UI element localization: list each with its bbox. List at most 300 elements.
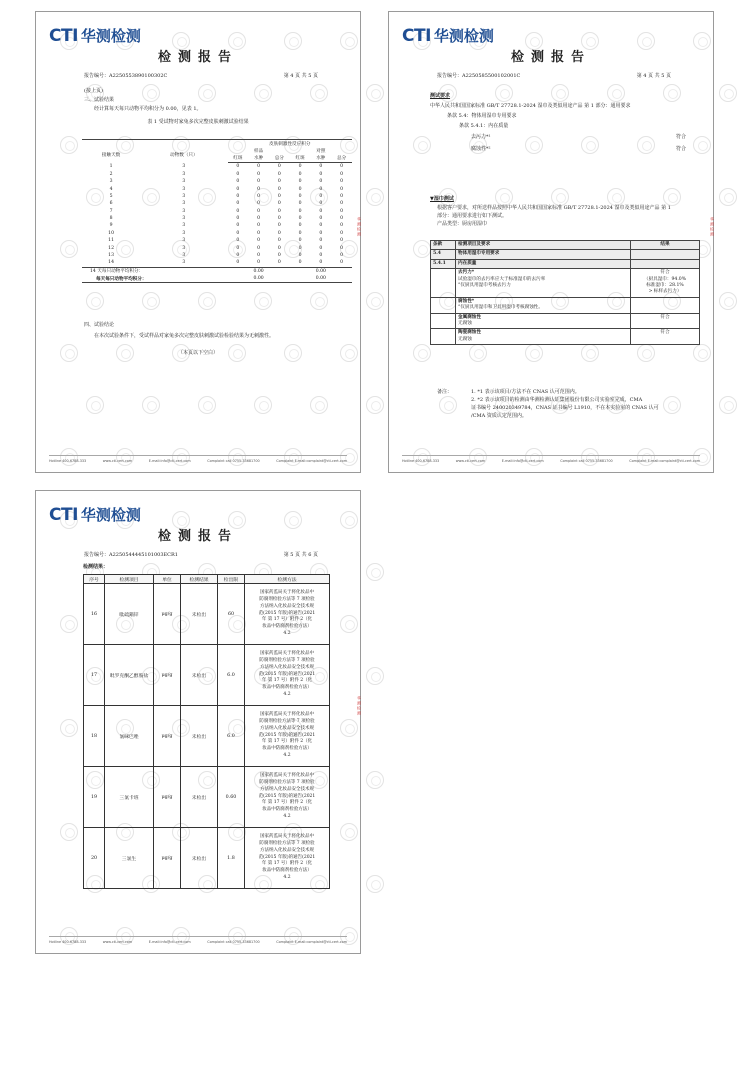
table-cell: 0 [277, 260, 281, 266]
table-cell: 0 [277, 253, 281, 259]
cell-unit: μg/g [154, 645, 181, 706]
col-limit: 检出限 [218, 575, 245, 584]
table-cell: 0 [236, 186, 240, 192]
table-cell: 5 [109, 193, 113, 199]
report-number: 报告编号：A2250544445101003ECR1 [84, 552, 178, 558]
table-cell: 0 [340, 223, 344, 229]
col-sample: 样品 [254, 149, 264, 155]
cell-limit: 60 [218, 584, 245, 645]
avg-control: 0.00 [290, 275, 352, 283]
watermark-seal-icon [366, 396, 384, 414]
method-line: 范(2015 年版)的通告(2021 [258, 732, 316, 738]
watermark-seal-icon [340, 823, 358, 841]
results-label: 检测结果： [83, 564, 109, 570]
watermark-seal-icon [366, 563, 384, 581]
watermark-seal-icon [719, 188, 737, 206]
cell-method [245, 645, 330, 706]
cell-item: 吡罗克酮乙醇胺盐 [105, 645, 154, 706]
watermark-seal-icon [254, 84, 272, 102]
table-row [82, 259, 352, 267]
table-cell: 0 [277, 164, 281, 170]
method-line: 妆品中防腐剂检验方法） [262, 746, 312, 752]
table-cell: 3 [182, 201, 186, 207]
table-cell: 0 [277, 223, 281, 229]
cti-logo [49, 504, 141, 525]
cell-unit: μg/g [154, 706, 181, 767]
cell-result: 未检出 [181, 584, 218, 645]
table-cell: 0 [298, 245, 302, 251]
table-cell: 0 [257, 201, 261, 207]
table-cell: 0 [277, 186, 281, 192]
table-caption: 表 1 受试物对家兔多次完整皮肤刺激试验结果 [147, 119, 249, 125]
table-cell: 14 [108, 260, 115, 266]
table-cell: 0 [298, 171, 302, 177]
item-text: 物体用湿巾专用要求 [456, 250, 631, 259]
watermark-seal-icon [310, 292, 328, 310]
col-total: 总分 [269, 155, 290, 163]
watermark-seal-icon [198, 84, 216, 102]
table-cell: 0 [257, 253, 261, 259]
table-cell: 3 [182, 223, 186, 229]
table-cell: 0 [298, 260, 302, 266]
footer-complaint-email: Complaint E-mail:complaint@cti-cert.com [276, 459, 347, 463]
requirement-a-result: 符合 [676, 134, 687, 140]
table-cell: 3 [182, 208, 186, 214]
cell-unit: μg/g [154, 767, 181, 828]
method-line: 4.2 [283, 813, 291, 819]
table-cell: 0 [319, 238, 323, 244]
table-row [82, 193, 352, 200]
table-cell: 0 [277, 238, 281, 244]
method-line: 国家药监局关于将化妆品中 [260, 651, 314, 657]
table-row [82, 171, 352, 178]
footer-web: www.cti-cert.com [455, 459, 486, 463]
method-text: 根据客户要求，对所送样品按照中华人民共和国国家标准 GB/T 27728.1-2024 湿巾及类似用途产品 第 1 [437, 205, 671, 211]
standard-line: 中华人民共和国国家标准 GB/T 27728.1-2024 湿巾及类似用途产品 第 1 部分：通用要求 [430, 103, 631, 109]
watermark-seal-icon [413, 344, 431, 362]
method-line: 妆品中防腐剂检验方法） [262, 807, 312, 813]
table-cell: 0 [319, 179, 323, 185]
page-number: 第 4 页 共 5 页 [283, 73, 318, 79]
item-name: 陶瓷腐蚀性 [458, 330, 481, 336]
footer-email: E-mail:info@cti-cert.com [501, 459, 544, 463]
item-note: °仅厨具用湿巾考核去污力 [458, 283, 511, 289]
table-row [84, 645, 330, 706]
cell-item: 氯咪巴唑 [105, 706, 154, 767]
table-cell: 11 [108, 238, 115, 244]
item-text: 无腐蚀 [458, 321, 472, 327]
page-number: 第 4 页 共 5 页 [636, 73, 671, 79]
table-cell: 0 [257, 164, 261, 170]
col-control: 对照 [316, 149, 326, 155]
side-stamp: 华测检测 [357, 696, 362, 716]
cell-item: 三氯卡班 [105, 767, 154, 828]
clause-sub: 条款 5.4.1：内在质量 [459, 123, 509, 129]
method-line: 年 第 17 号）附件 2（化 [261, 617, 313, 623]
table-row [82, 252, 352, 259]
footer-complaint: Complaint call 0755-33681700 [207, 940, 260, 944]
cell-no: 17 [84, 645, 105, 706]
col-item: 检测项目及要求 [456, 241, 631, 250]
table-cell: 0 [257, 238, 261, 244]
result-detail: 标准湿巾：28.1% [646, 283, 684, 289]
col-erythema: 红斑 [228, 155, 249, 163]
cell-no: 20 [84, 828, 105, 889]
requirement-a: 去污力*¹ [471, 134, 491, 140]
item-name: 去污力* [458, 270, 475, 276]
requirement-b-result: 符合 [676, 146, 687, 152]
result-detail: （厨具湿巾：94.0% [643, 276, 687, 282]
watermark-seal-icon [366, 188, 384, 206]
method-line: 范(2015 年版)的通告(2021 [258, 793, 316, 799]
table-cell: 0 [319, 164, 323, 170]
watermark-seal-icon [340, 615, 358, 633]
table-row [84, 706, 330, 767]
watermark-seal-icon [254, 396, 272, 414]
table-cell: 0 [257, 179, 261, 185]
table-subtitle: 皮肤刺激性反应积分 [228, 140, 353, 148]
continued-label: (接上页) [84, 88, 103, 94]
col-days: 接触天数 [101, 153, 121, 159]
sum-control: 0.00 [290, 267, 352, 275]
table-cell: 0 [319, 208, 323, 214]
result-detail: > 标样去污力） [648, 289, 682, 295]
table-cell: 0 [340, 179, 344, 185]
watermark-seal-icon [366, 771, 384, 789]
watermark-seal-icon [142, 84, 160, 102]
cell-unit: μg/g [154, 584, 181, 645]
table-cell: 3 [182, 193, 186, 199]
remark-line: 1. *1 表示该项目/方法不在 CNAS 认可范围内。 [471, 389, 580, 395]
table-cell: 6 [109, 201, 113, 207]
table-cell: 0 [277, 171, 281, 177]
watermark-seal-icon [60, 615, 78, 633]
footer-complaint: Complaint call 0755-33681700 [207, 459, 260, 463]
page-title: 检测报告 [157, 50, 238, 65]
cell-method [245, 584, 330, 645]
footer-complaint-email: Complaint E-mail:complaint@cti-cert.com [629, 459, 700, 463]
table-row [82, 237, 352, 244]
table-row [84, 767, 330, 828]
table-cell: 0 [319, 216, 323, 222]
method-line: 方法纳入化妆品安全技术规 [260, 603, 314, 609]
table-cell: 0 [257, 216, 261, 222]
footer-email: E-mail:info@cti-cert.com [148, 940, 191, 944]
irritation-table [82, 139, 352, 283]
table-cell: 0 [236, 230, 240, 236]
item-name: 金属腐蚀性 [458, 314, 481, 320]
side-stamp: 华测检测 [357, 217, 362, 237]
table-cell: 4 [109, 186, 113, 192]
logo-cn-text: 华测检测 [80, 506, 141, 524]
page-title: 检测报告 [510, 50, 591, 65]
remark-line: /CMA 资质认定范围内。 [471, 413, 527, 419]
footer-web: www.cti-cert.com [102, 459, 133, 463]
result-text: 符合 [631, 313, 700, 329]
table-cell: 0 [340, 208, 344, 214]
col-unit: 单位 [154, 575, 181, 584]
table-cell: 0 [236, 171, 240, 177]
footer-hotline: Hotline 400-6788-333 [49, 940, 87, 944]
table-cell: 3 [182, 253, 186, 259]
method-line: 年 第 17 号）附件 2（化 [261, 861, 313, 867]
table-cell: 0 [257, 208, 261, 214]
watermark-seal-icon [637, 136, 655, 154]
watermark-seal-icon [142, 396, 160, 414]
watermark-seal-icon [142, 292, 160, 310]
watermark-seal-icon [551, 84, 569, 102]
table-cell: 0 [236, 238, 240, 244]
table-row [82, 163, 352, 171]
remark-line: 2. *2 表示该项目的检测由华测检测认证集团股份有限公司实验室完成，CMA [471, 397, 643, 403]
method-line: 防腐剂检验方法等 7 项检验 [259, 780, 315, 785]
method-line: 妆品中防腐剂检验方法） [262, 685, 312, 691]
table-cell: 0 [298, 164, 302, 170]
watermark-seal-icon [719, 396, 737, 414]
method-line: 范(2015 年版)的通告(2021 [258, 610, 316, 616]
col-clause: 条款 [431, 241, 456, 250]
page-footer [49, 455, 347, 463]
cti-logo [402, 25, 494, 46]
report-number: 报告编号：A2250553890100302C [84, 73, 168, 79]
summary-text: 经计算每天每只动物平均积分为 0.00，见表 1。 [94, 106, 202, 112]
table-cell: 0 [257, 171, 261, 177]
clause-item: 条款 5.4：物体用湿巾专用要求 [447, 113, 517, 119]
table-row [84, 584, 330, 645]
table-cell: 0 [257, 186, 261, 192]
logo-cn-text: 华测检测 [433, 27, 494, 45]
watermark-seal-icon [60, 719, 78, 737]
method-line: 国家药监局关于将化妆品中 [260, 834, 314, 840]
page-number: 第 5 页 共 6 页 [283, 552, 318, 558]
footer-hotline: Hotline 400-6788-333 [49, 459, 87, 463]
method-line: 防腐剂检验方法等 7 项检验 [259, 841, 315, 846]
preservative-results-table [83, 574, 330, 889]
table-cell: 0 [319, 171, 323, 177]
table-cell: 0 [236, 223, 240, 229]
watermark-seal-icon [581, 344, 599, 362]
logo-text: CTI [49, 505, 78, 525]
table-cell: 0 [236, 179, 240, 185]
result-text: 符合 [631, 329, 700, 345]
watermark-seal-icon [525, 136, 543, 154]
footer-complaint-email: Complaint E-mail:complaint@cti-cert.com [276, 940, 347, 944]
cell-result: 未检出 [181, 706, 218, 767]
cti-logo [49, 25, 141, 46]
watermark-seal-icon [310, 84, 328, 102]
cell-item: 三氯生 [105, 828, 154, 889]
watermark-seal-icon [86, 396, 104, 414]
col-edema: 水肿 [248, 155, 269, 163]
avg-label: 每天每只动物平均积分： [82, 275, 228, 283]
page-footer [402, 455, 700, 463]
table-cell: 0 [257, 193, 261, 199]
col-no: 序号 [84, 575, 105, 584]
table-cell: 7 [109, 208, 113, 214]
method-line: 范(2015 年版)的通告(2021 [258, 854, 316, 860]
table-row [82, 208, 352, 215]
table-cell: 13 [108, 253, 115, 259]
table-cell: 0 [319, 260, 323, 266]
watermark-seal-icon [198, 396, 216, 414]
table-cell: 1 [109, 164, 113, 170]
method-line: 国家药监局关于将化妆品中 [260, 773, 314, 779]
blank-notice: （本页以下空白） [177, 350, 218, 356]
watermark-seal-icon [254, 292, 272, 310]
col-result: 检测结果 [181, 575, 218, 584]
clause-no: 5.4 [431, 250, 456, 259]
table-cell: 0 [340, 245, 344, 251]
method-line: 方法纳入化妆品安全技术规 [260, 664, 314, 670]
watermark-seal-icon [719, 292, 737, 310]
method-line: 防腐剂检验方法等 7 项检验 [259, 597, 315, 602]
item-name: 腐蚀性* [458, 298, 475, 304]
cell-limit: 6.0 [218, 706, 245, 767]
table-cell: 0 [298, 216, 302, 222]
cell-result: 未检出 [181, 828, 218, 889]
cell-no: 16 [84, 584, 105, 645]
report-meta [437, 72, 671, 79]
section-heading: 四、试验结论 [84, 322, 115, 328]
table-cell: 3 [182, 171, 186, 177]
table-cell: 0 [340, 230, 344, 236]
table-row [82, 185, 352, 192]
watermark-seal-icon [86, 292, 104, 310]
cell-method [245, 767, 330, 828]
method-line: 年 第 17 号）附件 2（化 [261, 678, 313, 684]
method-line: 国家药监局关于将化妆品中 [260, 712, 314, 718]
table-cell: 0 [277, 208, 281, 214]
method-line: 4.2 [283, 630, 291, 636]
watermark-seal-icon [366, 667, 384, 685]
table-cell: 0 [277, 193, 281, 199]
remark-line: 证书编号 240020349784，CNAS 证书编号 L1910，不在本实验室的 CNAS 认可 [471, 405, 659, 411]
watermark-seal-icon [469, 344, 487, 362]
cell-limit: 1.8 [218, 828, 245, 889]
table-cell: 0 [340, 171, 344, 177]
watermark-seal-icon [413, 136, 431, 154]
page-footer [49, 936, 347, 944]
table-cell: 0 [319, 201, 323, 207]
table-cell: 0 [236, 208, 240, 214]
table-cell: 3 [182, 260, 186, 266]
report-page-3 [35, 490, 361, 954]
table-cell: 3 [182, 216, 186, 222]
cell-method [245, 706, 330, 767]
watermark-seal-icon [581, 136, 599, 154]
watermark-seal-icon [366, 875, 384, 893]
table-cell: 0 [340, 260, 344, 266]
table-cell: 0 [236, 193, 240, 199]
table-row [82, 230, 352, 237]
table-row [82, 222, 352, 229]
method-line: 4.2 [283, 691, 291, 697]
method-line: 年 第 17 号）附件 2（化 [261, 739, 313, 745]
watermark-seal-icon [439, 396, 457, 414]
method-line: 4.2 [283, 874, 291, 880]
table-cell: 0 [298, 253, 302, 259]
logo-cn-text: 华测检测 [80, 27, 141, 45]
method-line: 方法纳入化妆品安全技术规 [260, 725, 314, 731]
table-cell: 0 [319, 253, 323, 259]
table-cell: 3 [182, 245, 186, 251]
watermark-seal-icon [340, 719, 358, 737]
method-line: 方法纳入化妆品安全技术规 [260, 786, 314, 792]
table-cell: 0 [257, 245, 261, 251]
table-cell: 3 [182, 186, 186, 192]
table-cell: 0 [236, 260, 240, 266]
watermark-seal-icon [60, 823, 78, 841]
table-row [82, 215, 352, 222]
table-cell: 0 [340, 216, 344, 222]
item-text: 试验湿巾的去污率应大于标准湿巾的去污率 [458, 276, 546, 282]
method-line: 妆品中防腐剂检验方法） [262, 868, 312, 874]
avg-sample: 0.00 [228, 275, 290, 283]
table-cell: 0 [277, 230, 281, 236]
page-title: 检测报告 [157, 529, 238, 544]
method-line: 范(2015 年版)的通告(2021 [258, 671, 316, 677]
table-cell: 0 [257, 223, 261, 229]
logo-text: CTI [49, 26, 78, 46]
table-cell: 0 [298, 179, 302, 185]
table-cell: 8 [109, 216, 113, 222]
method-heading: ▼湿巾测试 [430, 196, 454, 202]
method-line: 4.2 [283, 752, 291, 758]
report-page-1 [35, 11, 361, 473]
table-cell: 0 [340, 253, 344, 259]
watermark-seal-icon [60, 240, 78, 258]
watermark-seal-icon [663, 84, 681, 102]
footer-complaint: Complaint call 0755-33681700 [560, 459, 613, 463]
footer-web: www.cti-cert.com [102, 940, 133, 944]
watermark-seal-icon [693, 136, 711, 154]
table-row [82, 178, 352, 185]
table-cell: 0 [298, 186, 302, 192]
table-cell: 2 [109, 171, 113, 177]
watermark-seal-icon [198, 292, 216, 310]
table-cell: 0 [277, 216, 281, 222]
section-heading: 测试要求 [430, 93, 451, 99]
table-cell: 0 [340, 186, 344, 192]
watermark-seal-icon [607, 84, 625, 102]
method-line: 方法纳入化妆品安全技术规 [260, 847, 314, 853]
col-method: 检测方法 [245, 575, 330, 584]
col-result: 结果 [631, 241, 700, 250]
watermark-seal-icon [60, 136, 78, 154]
cell-item: 吡硫鎓锌 [105, 584, 154, 645]
cell-no: 19 [84, 767, 105, 828]
watermark-seal-icon [413, 240, 431, 258]
table-cell: 9 [109, 223, 113, 229]
watermark-seal-icon [719, 84, 737, 102]
table-cell: 0 [236, 201, 240, 207]
table-cell: 3 [182, 238, 186, 244]
table-cell: 3 [109, 179, 113, 185]
section-heading: 三、试验结果 [84, 97, 115, 103]
cell-result: 未检出 [181, 767, 218, 828]
table-cell: 0 [298, 208, 302, 214]
table-cell: 0 [340, 193, 344, 199]
requirement-b: 腐蚀性*² [471, 146, 491, 152]
table-cell: 0 [257, 230, 261, 236]
table-cell: 0 [277, 245, 281, 251]
cell-no: 18 [84, 706, 105, 767]
table-cell: 10 [108, 230, 115, 236]
table-cell: 0 [319, 245, 323, 251]
cell-method [245, 828, 330, 889]
table-cell: 0 [298, 201, 302, 207]
wipe-test-table [430, 240, 700, 345]
